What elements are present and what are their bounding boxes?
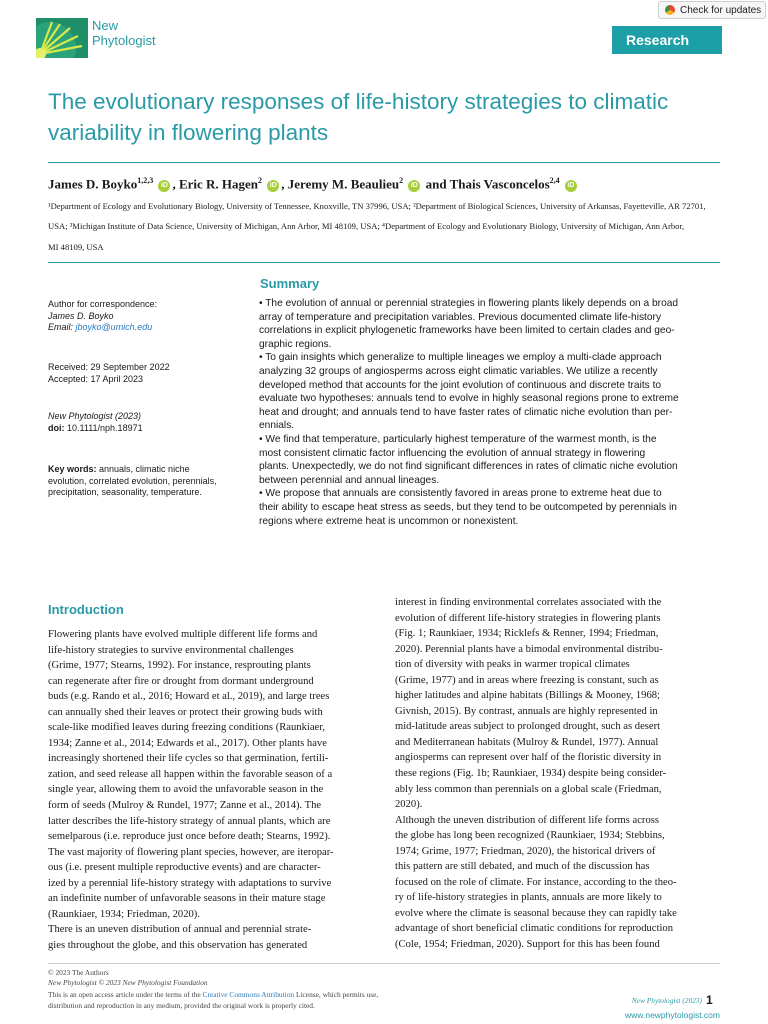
body-line: advantage of short beneficial climatic conditions for reproduction (395, 923, 673, 935)
body-line: buds (e.g. Rando et al., 2016; Howard et al., 2019), and large trees (48, 691, 330, 703)
copyright-line: © 2023 The Authors (48, 968, 109, 977)
affiliation-line: USA; ³Michigan Institute of Data Science, University of Michigan, Ann Arbor, MI 48109, USA; ⁴Department of Ecology and Evolutionary Biology, University of Michigan, Ann Arbor, (48, 221, 685, 232)
body-line: semelparous (i.e. reproduce just once before death; Stearns, 1992). (48, 831, 331, 843)
body-line: latter describes the life-history strategy of annual plants, which are (48, 815, 331, 827)
body-line: Although the uneven distribution of different life forms across (395, 814, 660, 826)
body-line: (Cole, 1954; Friedman, 2020). Support for this has been found (395, 939, 660, 951)
body-line: 1974; Grime, 1977; Friedman, 2020), the historical drivers of (395, 845, 656, 857)
correspondence-block (48, 299, 157, 334)
section-label: Research (612, 26, 722, 54)
body-line: ry of life-history strategies in plants, annuals are more likely to (395, 892, 662, 904)
check-for-updates-label: Check for updates (680, 5, 762, 16)
summary-line: developed method that accounts for the joint evolution of continuous and discrete traits to (259, 379, 662, 391)
keywords-block (48, 464, 218, 499)
journal-name[interactable] (92, 18, 156, 48)
author-name[interactable]: Jeremy M. Beaulieu (287, 176, 400, 192)
title-line2: variability in flowering plants (48, 120, 329, 145)
summary-line: regions where extreme heat is uncommon or nonexistent. (259, 515, 519, 527)
author-affiliation-marker: 2 (399, 176, 404, 185)
introduction-heading: Introduction (48, 602, 124, 617)
author-affiliation-marker: 2,4 (549, 176, 560, 185)
body-line: can annually shed their leaves or protect their growing buds with (48, 706, 323, 718)
body-line: these regions (Fig. 1b; Raunkiaer, 1934) despite being consider- (395, 768, 667, 780)
email-label: Email: (48, 322, 74, 332)
email-link[interactable]: jboyko@umich.edu (75, 322, 153, 332)
intro-left-column (48, 627, 374, 953)
citation-block (48, 411, 143, 434)
summary-line: plants. Unexpectedly, we do not find significant differences in rates of climatic niche evolution (259, 461, 678, 473)
body-line: can regenerate after fire or drought from dormant underground (48, 675, 314, 687)
summary-line: most consistent climatic factor influencing the evolution of annual strategy in flowering (259, 447, 646, 459)
body-line: this pattern are still debated, and much of the discussion has (395, 861, 650, 873)
dates-block (48, 362, 170, 385)
summary-line: array of temperature and precipitation variables. Previous documented climate life-history (259, 311, 662, 323)
summary-line: analyzing 32 groups of angiosperms across eight climatic variables. We utilize a recently (259, 365, 658, 377)
license-text: License, which permits use, (294, 990, 379, 1000)
body-line: form of seeds (Mulroy & Rundel, 1977; Zanne et al., 2014). The (48, 800, 322, 812)
body-line: and Mediterranean habitats (Mulroy & Rundel, 1977). Annual (395, 736, 659, 748)
summary-line: heat and drought; and annuals tend to have faster rates of climatic niche evolution than per- (259, 406, 673, 418)
intro-right-column (395, 595, 721, 953)
body-line: There is an uneven distribution of annual and perennial strate- (48, 924, 312, 936)
summary-heading: Summary (260, 276, 320, 291)
journal-website-link[interactable]: www.newphytologist.com (625, 1010, 720, 1020)
journal-name-line1: New (92, 18, 119, 33)
author-name[interactable]: Eric R. Hagen (178, 176, 259, 192)
body-line: the globe has long been recognized (Raunkiaer, 1934; Stebbins, (395, 830, 665, 842)
footer-journal (598, 996, 702, 1006)
body-line: focused on the role of climate. For instance, according to the theo- (395, 876, 677, 888)
body-line: 2020). (395, 799, 423, 811)
orcid-icon[interactable]: iD (565, 180, 577, 192)
body-line: The vast majority of flowering plant species, however, are iteropar- (48, 846, 334, 858)
body-line: Flowering plants have evolved multiple different life forms and (48, 629, 318, 640)
journal-year: New Phytologist (2023) (48, 411, 142, 421)
journal-name-line2: Phytologist (92, 33, 156, 48)
page-number: 1 (706, 993, 713, 1007)
crossmark-icon (665, 5, 675, 15)
copyright-line: New Phytologist © 2023 New Phytologist Foundation (48, 978, 208, 988)
body-line: scale-like modified leaves during freezing conditions (Raunkiaer, (48, 722, 325, 734)
summary-line: their ability to escape heat stress as seeds, but they tend to be outcompeted by perennials in (259, 501, 677, 513)
summary-text (259, 297, 721, 528)
orcid-icon[interactable]: iD (267, 180, 279, 192)
received-date: Received: 29 September 2022 (48, 362, 170, 372)
summary-line: ennials. (259, 420, 295, 432)
correspondence-name: James D. Boyko (48, 310, 114, 321)
body-line: interest in finding environmental correlates associated with the (395, 597, 662, 608)
keywords-text: annuals, climatic niche (99, 464, 190, 474)
body-line: ized by a perennial life-history strategy with adaptations to survive (48, 877, 332, 889)
keywords-text: precipitation, seasonality, temperature. (48, 487, 202, 497)
author-affiliation-marker: 1,2,3 (137, 176, 154, 185)
journal-logo-icon (36, 18, 88, 58)
summary-line: graphic regions. (259, 338, 332, 350)
keywords-text: evolution, correlated evolution, perennials, (48, 475, 217, 486)
body-line: increasingly shortened their life cycles so that germination, fertili- (48, 753, 329, 765)
affiliations (48, 196, 720, 257)
author-conjunction: and (425, 176, 447, 192)
author-list: James D. Boyko$^{1,2,3}$ iD , Eric R. Hagen$^2$ iD , Jeremy M. Beaulieu$^2$ iD and Thais Vasconcelos$^{2,4}$ iD (48, 176, 579, 192)
body-line: Givnish, 2015). By contrast, annuals are highly represented in (395, 705, 658, 717)
summary-line: • We find that temperature, particularly highest temperature of the warmest month, is the (259, 433, 657, 445)
summary-line: between perennial and annual lineages. (259, 474, 440, 486)
accepted-date: Accepted: 17 April 2023 (48, 373, 144, 384)
body-line: gies throughout the globe, and this observation has generated (48, 939, 308, 951)
body-line: an indefinite number of unfavorable seasons in their mature stage (48, 893, 326, 905)
author-affiliation-marker: 2 (258, 176, 263, 185)
body-line: ous (i.e. present multiple reproductive events) and are character- (48, 862, 321, 874)
check-for-updates-button[interactable] (658, 1, 766, 19)
affiliation-line: MI 48109, USA (48, 241, 104, 252)
license-text: This is an open access article under the terms of the (48, 990, 203, 1000)
title-divider (48, 162, 720, 163)
correspondence-label: Author for correspondence: (48, 299, 158, 309)
summary-line: • We propose that annuals are consistently favored in areas prone to extreme heat due to (259, 488, 662, 500)
affiliation-divider (48, 262, 720, 263)
body-line: 1934; Zanne et al., 2014; Edwards et al., 2017). Other plants have (48, 737, 327, 749)
body-line: tion of diversity with peaks in warmer tropical climates (395, 659, 630, 671)
author-name[interactable]: James D. Boyko (48, 176, 138, 192)
keywords-label: Key words: (48, 464, 97, 474)
license-text: distribution and reproduction in any medium, provided the original work is properly cited. (48, 1000, 315, 1010)
footer-divider (48, 963, 720, 964)
article-title (48, 86, 728, 148)
body-line: angiosperms can represent over half of the floristic diversity in (395, 752, 662, 764)
summary-line: correlations in explicit phylogenetic frameworks have been limited to certain clades and geo- (259, 325, 675, 337)
footer-copyright (48, 968, 488, 1011)
summary-line: • The evolution of annual or perennial strategies in flowering plants likely depends on a broad (259, 298, 679, 309)
footer-journal-year: New Phytologist (2023) (631, 996, 702, 1005)
body-line: higher latitudes and alpine habitats (Billings & Mooney, 1968; (395, 690, 660, 702)
orcid-icon[interactable]: iD (158, 180, 170, 192)
author-name[interactable]: Thais Vasconcelos (449, 176, 550, 192)
body-line: zation, and seed release all happen within the favorable season of a (48, 768, 333, 780)
body-line: single year, allowing them to avoid the unfavorable season in the (48, 784, 324, 796)
body-line: mid-latitude areas subject to prolonged drought, such as desert (395, 721, 661, 733)
summary-line: • To gain insights which generalize to multiple lineages we employ a multi-clade approach (259, 352, 662, 364)
affiliation-line: ¹Department of Ecology and Evolutionary Biology, University of Tennessee, Knoxville, TN 37996, USA; ²Department of Biological Sciences, University of Arkansas, Fayetteville, AR 72701, (48, 201, 706, 211)
doi-label: doi: (48, 422, 65, 433)
summary-line: evaluate two hypotheses: annuals tend to evolve in highly seasonal regions prone to extreme (259, 393, 679, 405)
body-line: (Fig. 1; Raunkiaer, 1934; Ricklefs & Renner, 1994; Friedman, (395, 628, 659, 640)
body-line: evolve where the climate is seasonal because they can rapidly take (395, 907, 677, 919)
body-line: (Grime, 1977; Stearns, 1992). For instance, resprouting plants (48, 660, 311, 672)
body-line: evolution of different life-history strategies in flowering plants (395, 612, 661, 624)
body-line: life-history strategies to survive environmental challenges (48, 644, 294, 656)
body-line: ably less common than perennials on a global scale (Friedman, (395, 783, 662, 795)
body-line: (Raunkiaer, 1934; Friedman, 2020). (48, 908, 200, 920)
body-line: (Grime, 1977) and in areas where freezing is constant, such as (395, 674, 659, 686)
body-line: 2020). Perennial plants have a bimodal environmental distribu- (395, 643, 663, 655)
license-link[interactable]: Creative Commons Attribution (202, 990, 295, 1000)
title-line1: The evolutionary responses of life-history strategies to climatic (48, 89, 669, 114)
orcid-icon[interactable]: iD (408, 180, 420, 192)
doi-link[interactable]: 10.1111/nph.18971 (67, 422, 143, 433)
